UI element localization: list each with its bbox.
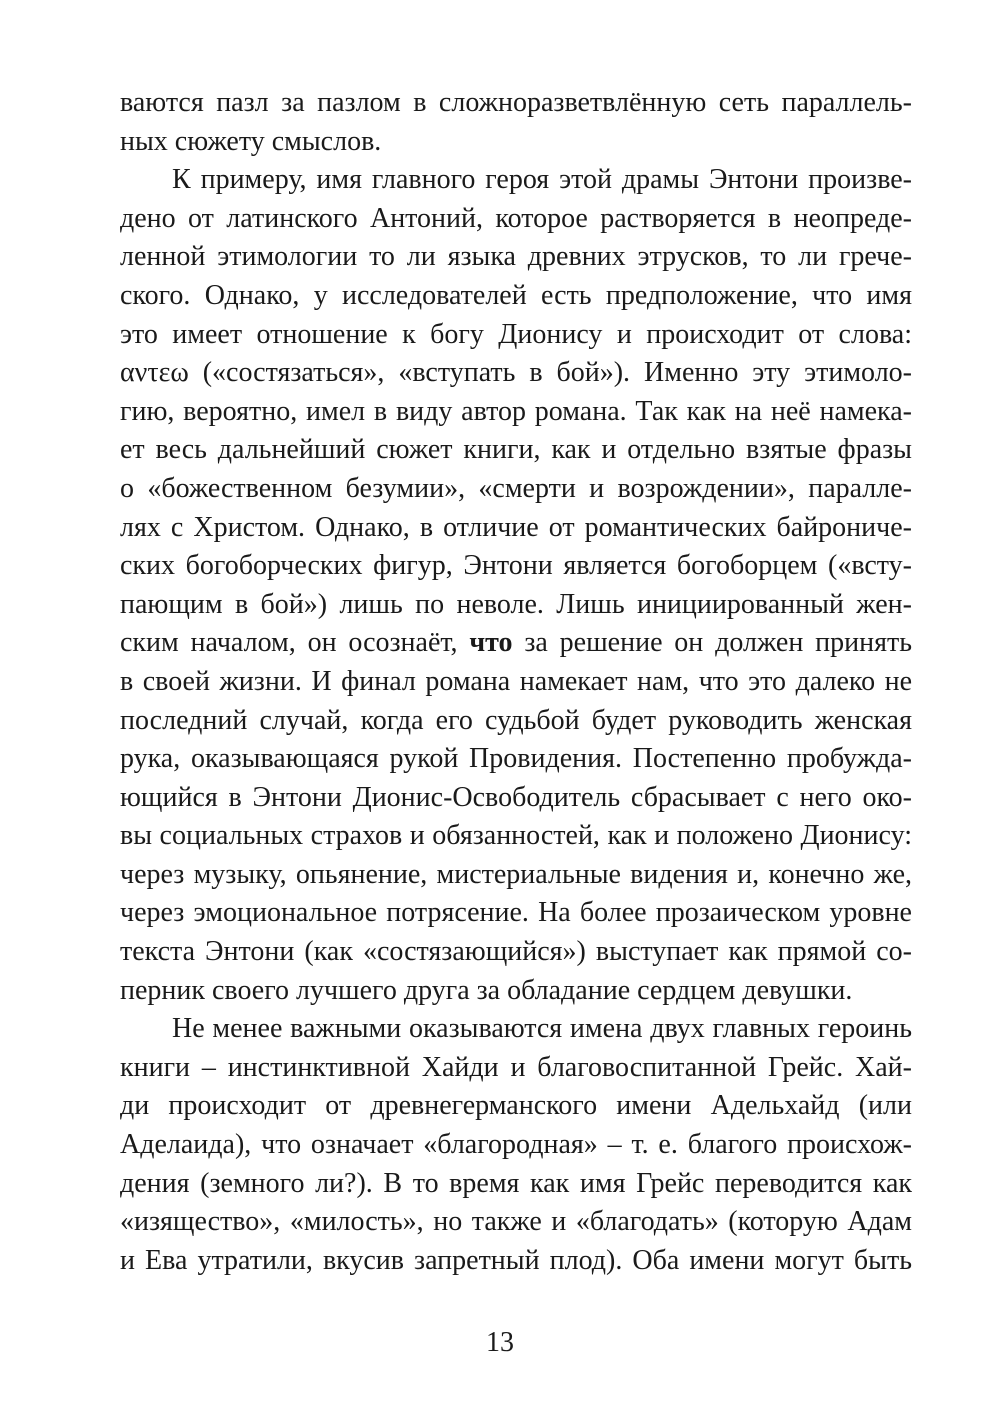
text-line: Аделаида), что означает «благородная» – т. е. благого происхож- — [120, 1129, 912, 1161]
body-text — [120, 84, 912, 1280]
text-line: пающим в бой») лишь по неволе. Лишь инициированный жен- — [120, 588, 912, 620]
text-line: ских богоборческих фигур, Энтони является богоборцем («всту- — [120, 550, 912, 582]
text-segment: ским началом, он осознаёт, — [120, 627, 458, 659]
text-line: гию, вероятно, имел в виду автор романа. Так как на неё намека- — [120, 395, 912, 427]
text-line: о «божественном безумии», «смерти и возрождении», паралле- — [120, 472, 912, 504]
text-line: книги – инстинктивной Хайди и благовоспитанной Грейс. Хай- — [120, 1051, 912, 1083]
text-line: перник своего лучшего друга за обладание сердцем девушки. — [120, 974, 853, 1006]
text-line: ных сюжету смыслов. — [120, 125, 382, 157]
text-line: рука, оказывающаяся рукой Провидения. Постепенно пробужда- — [120, 743, 912, 775]
text-line: ваются пазл за пазлом в сложноразветвлённую сеть параллель- — [120, 87, 912, 118]
text-line: ленной этимологии то ли языка древних этрусков, то ли грече- — [120, 241, 912, 273]
text-line: «изящество», «милость», но также и «благодать» (которую Адам — [120, 1206, 912, 1238]
paragraph — [120, 84, 912, 161]
bold-word: что — [469, 627, 513, 659]
text-segment: за решение он должен принять — [524, 627, 912, 659]
text-line: ского. Однако, у исследователей есть предположение, что имя — [120, 279, 912, 311]
paragraph — [120, 161, 912, 1010]
text-line: Не менее важными оказываются имена двух главных героинь — [172, 1013, 912, 1045]
text-line-with-bold — [120, 624, 912, 663]
text-line: через эмоциональное потрясение. На более прозаическом уровне — [120, 897, 912, 929]
text-line: ди происходит от древнегерманского имени Адельхайд (или — [120, 1090, 912, 1122]
text-line: αντεω («состязаться», «вступать в бой»). Именно эту этимоло- — [120, 357, 912, 389]
paragraph — [120, 1010, 912, 1280]
text-line: текста Энтони (как «состязающийся») выступает как прямой со- — [120, 936, 912, 968]
text-line: лях с Христом. Однако, в отличие от романтических байрониче- — [120, 511, 912, 543]
text-line: дения (земного ли?). В то время как имя Грейс переводится как — [120, 1167, 912, 1199]
text-line: и Ева утратили, вкусив запретный плод). Оба имени могут быть — [120, 1244, 912, 1276]
text-line: ет весь дальнейший сюжет книги, как и отдельно взятые фразы — [120, 434, 912, 466]
page-number: 13 — [486, 1327, 514, 1358]
text-line: дено от латинского Антоний, которое растворяется в неопреде- — [120, 202, 912, 234]
text-line: ющийся в Энтони Дионис-Освободитель сбрасывает с него око- — [120, 781, 912, 813]
text-line: вы социальных страхов и обязанностей, как и положено Дионису: — [120, 820, 912, 852]
text-line: К примеру, имя главного героя этой драмы Энтони произве- — [172, 164, 912, 196]
text-line: последний случай, когда его судьбой будет руководить женская — [120, 704, 912, 736]
text-line: через музыку, опьянение, мистериальные видения и, конечно же, — [120, 858, 912, 890]
text-line: в своей жизни. И финал романа намекает нам, что это далеко не — [120, 665, 912, 697]
text-line: это имеет отношение к богу Дионису и происходит от слова: — [120, 318, 912, 350]
